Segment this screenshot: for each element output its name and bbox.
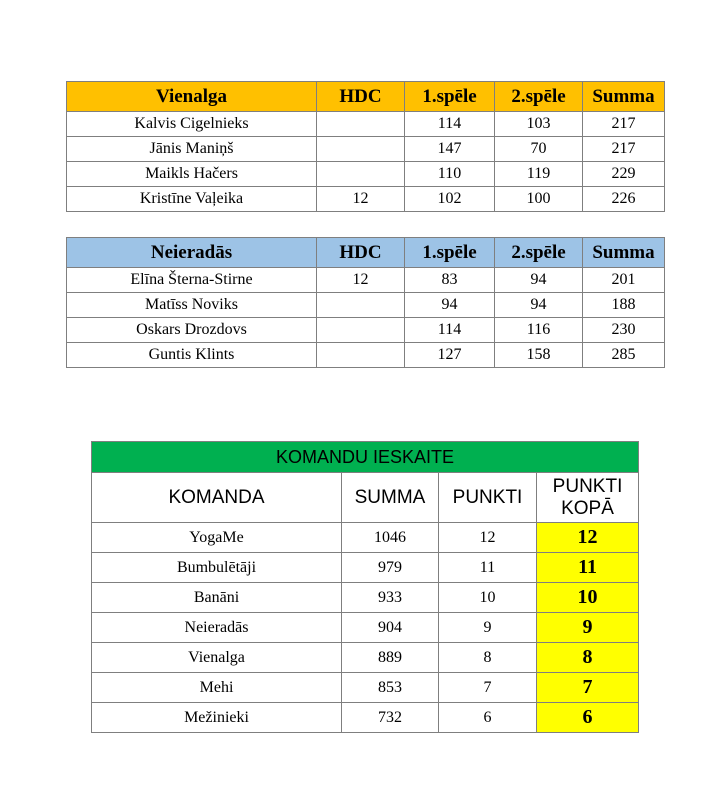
player-name: Oskars Drozdovs [67,318,317,343]
total-points-header-line1: PUNKTI [552,475,623,497]
column-header-sum: Summa [583,82,665,112]
team-sum: 889 [342,643,439,673]
player-game2: 103 [495,112,583,137]
team-points: 6 [439,703,537,733]
table-row [67,268,665,293]
player-sum: 188 [583,293,665,318]
team-total-points: 6 [537,703,639,733]
player-name: Kalvis Cigelnieks [67,112,317,137]
team-table-header-row [67,238,665,268]
player-hdc [317,343,405,368]
player-game2: 119 [495,162,583,187]
table-row [92,583,639,613]
team-sum: 979 [342,553,439,583]
team-sum: 1046 [342,523,439,553]
player-hdc [317,112,405,137]
column-header-game2: 2.spēle [495,238,583,268]
column-header-points: PUNKTI [439,473,537,523]
player-hdc [317,318,405,343]
team-sum: 732 [342,703,439,733]
team-total-points: 12 [537,523,639,553]
player-game2: 70 [495,137,583,162]
team-sum: 933 [342,583,439,613]
table-row [67,112,665,137]
column-header-team: KOMANDA [92,473,342,523]
team-total-points: 9 [537,613,639,643]
player-hdc: 12 [317,187,405,212]
table-row [92,613,639,643]
team-total-points: 10 [537,583,639,613]
table-row [92,523,639,553]
standings-title-row [92,442,639,473]
team-table-vienalga [66,81,665,212]
team-points: 11 [439,553,537,583]
player-name: Maikls Hačers [67,162,317,187]
column-header-game2: 2.spēle [495,82,583,112]
team-name: YogaMe [92,523,342,553]
player-hdc [317,162,405,187]
player-game2: 116 [495,318,583,343]
player-game1: 102 [405,187,495,212]
player-game2: 100 [495,187,583,212]
column-header-game1: 1.spēle [405,238,495,268]
total-points-header-line2: KOPĀ [561,497,614,519]
column-header-hdc: HDC [317,238,405,268]
player-game1: 114 [405,318,495,343]
team-name: Vienalga [92,643,342,673]
table-row [67,137,665,162]
team-sum: 853 [342,673,439,703]
table-row [92,553,639,583]
column-header-game1: 1.spēle [405,82,495,112]
player-sum: 217 [583,137,665,162]
team-name: Neieradās [92,613,342,643]
player-name: Jānis Maniņš [67,137,317,162]
team-points: 9 [439,613,537,643]
player-game2: 158 [495,343,583,368]
player-sum: 230 [583,318,665,343]
team-standings-table [91,441,639,733]
column-header-sum: SUMMA [342,473,439,523]
table-row [67,293,665,318]
team-total-points: 7 [537,673,639,703]
table-row [92,643,639,673]
team-name: Banāni [92,583,342,613]
table-row [92,673,639,703]
player-name: Matīss Noviks [67,293,317,318]
player-hdc: 12 [317,268,405,293]
player-game1: 114 [405,112,495,137]
table-row [67,162,665,187]
team-total-points: 8 [537,643,639,673]
table-row [92,703,639,733]
team-name: Mehi [92,673,342,703]
player-game1: 83 [405,268,495,293]
team-points: 7 [439,673,537,703]
team-name: Mežinieki [92,703,342,733]
player-game1: 147 [405,137,495,162]
team-name-header: Neieradās [67,238,317,268]
standings-header-row [92,473,639,523]
team-name: Bumbulētāji [92,553,342,583]
player-hdc [317,293,405,318]
player-hdc [317,137,405,162]
player-game1: 110 [405,162,495,187]
player-game2: 94 [495,293,583,318]
player-sum: 217 [583,112,665,137]
table-row [67,343,665,368]
player-sum: 201 [583,268,665,293]
player-name: Guntis Klints [67,343,317,368]
table-row [67,318,665,343]
table-row [67,187,665,212]
team-table-header-row [67,82,665,112]
column-header-total-points [537,473,639,523]
player-name: Elīna Šterna-Stirne [67,268,317,293]
player-game2: 94 [495,268,583,293]
player-sum: 226 [583,187,665,212]
team-table-neieradas [66,237,665,368]
team-name-header: Vienalga [67,82,317,112]
team-points: 8 [439,643,537,673]
player-sum: 229 [583,162,665,187]
column-header-hdc: HDC [317,82,405,112]
player-game1: 127 [405,343,495,368]
team-sum: 904 [342,613,439,643]
team-total-points: 11 [537,553,639,583]
team-points: 10 [439,583,537,613]
player-name: Kristīne Vaļeika [67,187,317,212]
column-header-sum: Summa [583,238,665,268]
player-game1: 94 [405,293,495,318]
team-points: 12 [439,523,537,553]
player-sum: 285 [583,343,665,368]
standings-title: KOMANDU IESKAITE [92,442,639,473]
